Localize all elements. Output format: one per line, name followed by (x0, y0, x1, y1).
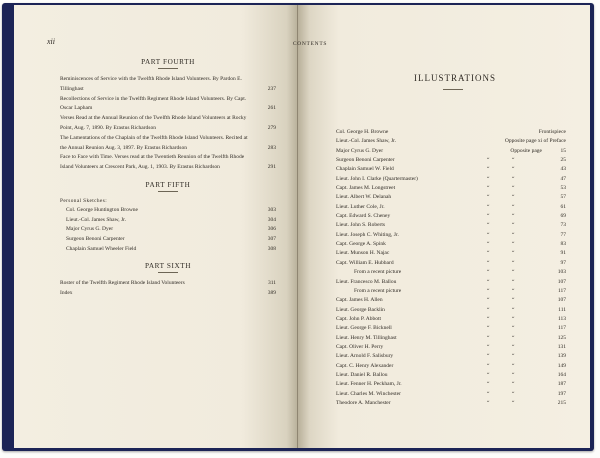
ditto-mark: “ (512, 241, 515, 248)
ditto-mark: “ (487, 166, 490, 173)
ditto-mark: “ (487, 194, 490, 201)
illustration-name: Lieut. John I. Clarke (Quartermaster) (336, 175, 418, 182)
section-subheading: Personal Sketches: (60, 197, 108, 204)
illustration-entry (336, 268, 566, 277)
illustration-entry (336, 249, 566, 258)
contents-entry (60, 153, 276, 173)
contents-entry (60, 75, 276, 95)
part-heading: PART FIFTH (145, 180, 191, 189)
entry-title: Reminiscences of Service with the Twelfth Rhode Island Volunteers. By Pardon E. Tillinghast (60, 76, 242, 92)
illustration-entry (336, 306, 566, 315)
entry-page: 308 (267, 245, 276, 252)
page-number: xii (47, 37, 55, 46)
illustration-page: 43 (560, 166, 566, 173)
ditto-mark: “ (512, 362, 515, 369)
ditto-mark: “ (487, 381, 490, 388)
sketch-entry (60, 225, 276, 235)
ditto-mark: “ (512, 259, 515, 266)
illustration-name: Chaplain Samuel W. Field (336, 166, 394, 173)
contents-entry (60, 289, 276, 299)
part-heading: PART SIXTH (144, 262, 192, 271)
ditto-mark: “ (512, 157, 515, 164)
ditto-mark: “ (512, 231, 515, 238)
ditto-mark: “ (512, 194, 515, 201)
entry-title: Col. George Huntington Browne (66, 206, 139, 213)
sketch-entry (60, 216, 276, 226)
illustration-page: 47 (560, 175, 566, 182)
entry-page: 307 (267, 236, 276, 243)
illustration-entry (336, 380, 566, 389)
illustration-name: Lieut. George Backlin (336, 306, 385, 313)
entry-page: 303 (267, 206, 276, 213)
running-head: CONTENTS (292, 41, 328, 47)
ditto-mark: “ (487, 269, 490, 276)
entry-page: 291 (267, 164, 276, 171)
ditto-mark: “ (487, 185, 490, 192)
ditto-mark: “ (512, 315, 515, 322)
ditto-mark: “ (487, 390, 490, 397)
ditto-mark: “ (512, 250, 515, 257)
entry-title: Surgeon Benoni Carpenter (66, 236, 125, 243)
ditto-mark: “ (512, 222, 515, 229)
entry-page: 279 (267, 124, 276, 131)
ditto-mark: “ (487, 203, 490, 210)
entry-title: Major Cyrus G. Dyer (66, 226, 114, 233)
illustration-name: Capt. William E. Hubbard (336, 259, 394, 266)
ditto-mark: “ (487, 334, 490, 341)
ditto-mark: “ (487, 278, 490, 285)
entry-title: Lieut.-Col. James Shaw, Jr. (66, 216, 126, 223)
illustration-name: Capt. Edward S. Cheney (336, 213, 391, 220)
illustration-page: 164 (557, 371, 566, 378)
illustration-entry (336, 231, 566, 240)
illustration-placement: Opposite page (510, 147, 542, 154)
illustration-page: 131 (557, 343, 566, 350)
illustration-name: Capt. George A. Spink (336, 241, 386, 248)
part-heading: PART FOURTH (141, 58, 195, 66)
entry-page: 304 (267, 216, 276, 223)
ditto-mark: “ (512, 399, 515, 406)
contents-entry (60, 134, 276, 154)
ditto-mark: “ (512, 166, 515, 173)
illustration-page: 69 (560, 213, 566, 220)
illustration-entry (336, 175, 566, 184)
entry-page: 283 (267, 144, 276, 151)
illustration-page: 187 (557, 381, 566, 388)
ditto-mark: “ (487, 297, 490, 304)
illustration-page: 111 (558, 306, 566, 313)
illustration-page: 53 (560, 185, 566, 192)
illustration-page: 215 (557, 399, 566, 406)
ditto-mark: “ (512, 278, 515, 285)
illustration-entry (336, 399, 566, 408)
ditto-mark: “ (487, 259, 490, 266)
ditto-mark: “ (512, 297, 515, 304)
illustration-entry (336, 296, 566, 305)
ditto-mark: “ (487, 353, 490, 360)
illustration-entry (336, 184, 566, 193)
ditto-mark: “ (487, 399, 490, 406)
illustration-entry (336, 334, 566, 343)
ditto-mark: “ (512, 175, 515, 182)
illustration-page: 125 (557, 334, 566, 341)
sketch-entry (60, 235, 276, 245)
illustration-page: 77 (560, 231, 566, 238)
ditto-mark: “ (487, 306, 490, 313)
illustration-entry (336, 240, 566, 249)
heading-rule (158, 191, 178, 192)
illustration-name: Col. George H. Browne (336, 129, 389, 135)
illustration-entry (336, 287, 566, 296)
illustration-placement: Opposite page xi of Preface (504, 138, 566, 145)
heading-rule (158, 272, 178, 273)
contents-entry (60, 279, 276, 289)
entry-title: Index (60, 290, 73, 297)
entry-page: 261 (267, 105, 276, 112)
illustration-name: From a recent picture (354, 269, 402, 276)
illustration-page: 107 (557, 297, 566, 304)
ditto-mark: “ (512, 371, 515, 378)
ditto-mark: “ (487, 213, 490, 220)
ditto-mark: “ (512, 353, 515, 360)
ditto-mark: “ (512, 185, 515, 192)
sketch-entry (60, 206, 276, 216)
illustration-entry (336, 259, 566, 268)
illustration-page: 15 (560, 147, 566, 154)
illustration-entry (336, 352, 566, 361)
illustration-page: 57 (560, 194, 566, 201)
illustration-name: Lieut. John S. Roberts (336, 222, 386, 229)
illustration-name: Lieut. Albert W. Delanah (336, 194, 392, 201)
illustration-entry (336, 147, 566, 156)
contents-list (60, 58, 276, 299)
illustration-entry (336, 362, 566, 371)
illustration-name: Theodore A. Manchester (336, 399, 391, 406)
illustration-page: 97 (560, 259, 566, 266)
illustration-entry (336, 212, 566, 221)
illustration-entry (336, 128, 566, 137)
ditto-mark: “ (512, 203, 515, 210)
ditto-mark: “ (512, 306, 515, 313)
illustration-entry (336, 324, 566, 333)
illustration-page: 139 (557, 353, 566, 360)
illustration-name: Lieut. Luther Cole, Jr. (336, 203, 385, 210)
illustration-entry (336, 371, 566, 380)
illustration-page: 149 (557, 362, 566, 369)
ditto-mark: “ (512, 390, 515, 397)
ditto-mark: “ (512, 269, 515, 276)
heading-rule (443, 89, 463, 90)
ditto-mark: “ (487, 325, 490, 332)
illustration-name: Capt. Oliver H. Perry (336, 343, 384, 350)
ditto-mark: “ (487, 157, 490, 164)
ditto-mark: “ (512, 343, 515, 350)
illustration-page: 117 (557, 287, 566, 294)
illustrations-list (336, 128, 566, 408)
entry-title: Chaplain Samuel Wheeler Field (66, 245, 137, 252)
illustration-entry (336, 221, 566, 230)
entry-page: 389 (267, 290, 276, 297)
illustration-name: Capt. C. Henry Alexander (336, 362, 394, 369)
illustration-name: Lieut. Munson H. Najac (336, 250, 390, 257)
ditto-mark: “ (512, 381, 515, 388)
illustration-entry (336, 165, 566, 174)
sketch-entry (60, 245, 276, 255)
illustration-name: Lieut. Henry M. Tillinghast (336, 334, 397, 341)
illustration-page: 91 (560, 250, 566, 257)
illustration-name: Lieut. Joseph C. Whiting, Jr. (336, 231, 399, 238)
ditto-mark: “ (512, 325, 515, 332)
illustration-page: 113 (557, 315, 566, 322)
illustration-page: 83 (560, 241, 566, 248)
illustration-name: Lieut. Daniel R. Ballou (336, 371, 388, 378)
illustration-page: 61 (560, 203, 566, 210)
entry-title: Face to Face with Time. Verses read at the Twentieth Reunion of the Twelfth Rhode Island Volunteers at Crescent Park, Aug. 1, 1903. By Erastus Richardson (60, 154, 245, 171)
entry-title: Roster of the Twelfth Regiment Rhode Island Volunteers (60, 280, 185, 287)
illustration-page: 117 (557, 325, 566, 332)
contents-entry (60, 95, 276, 115)
ditto-mark: “ (512, 213, 515, 220)
ditto-mark: “ (487, 175, 490, 182)
illustration-name: Lieut.-Col. James Shaw, Jr. (336, 138, 396, 145)
illustration-entry (336, 315, 566, 324)
illustration-page: 25 (560, 157, 566, 164)
ditto-mark: “ (487, 315, 490, 322)
ditto-mark: “ (487, 250, 490, 257)
entry-title: Recollections of Service in the Twelfth Regiment Rhode Island Volunteers. By Capt. Oscar Lapham (60, 95, 247, 112)
illustration-name: Major Cyrus G. Dyer (336, 147, 384, 154)
illustration-name: Capt. James H. Allen (336, 297, 383, 304)
ditto-mark: “ (487, 343, 490, 350)
book-gutter (297, 5, 298, 448)
illustration-name: Lieut. George F. Bicknell (336, 325, 392, 332)
illustration-name: Surgeon Benoni Carpenter (336, 157, 395, 164)
illustration-name: Lieut. Francesco M. Ballou (336, 278, 397, 285)
illustration-name: From a recent picture (354, 287, 402, 294)
ditto-mark: “ (512, 287, 515, 294)
heading-rule (158, 68, 178, 69)
entry-page: 311 (267, 280, 276, 287)
illustration-name: Lieut. Fenner H. Peckham, Jr. (336, 381, 402, 388)
illustration-name: Capt. John P. Abbott (336, 315, 382, 322)
illustration-page: 103 (557, 269, 566, 276)
entry-page: 306 (267, 226, 276, 233)
illustration-name: Lieut. Arnold F. Salisbury (336, 353, 394, 360)
illustration-page: 197 (557, 390, 566, 397)
ditto-mark: “ (487, 362, 490, 369)
illustration-name: Capt. James M. Longstreet (336, 185, 396, 192)
illustrations-title: ILLUSTRATIONS (414, 73, 496, 83)
illustration-entry (336, 278, 566, 287)
ditto-mark: “ (487, 222, 490, 229)
illustration-entry (336, 137, 566, 146)
ditto-mark: “ (512, 334, 515, 341)
illustration-page: 73 (560, 222, 566, 229)
entry-title: The Lamentations of the Chaplain of the Twelfth Rhode Island Volunteers. Recited at the Annual Reunion Aug. 3, 1897. By Erastus Richardson (60, 134, 248, 151)
illustration-placement: Frontispiece (538, 129, 566, 135)
illustration-name: Lieut. Charles M. Winchester (336, 390, 401, 397)
illustration-entry (336, 390, 566, 399)
ditto-mark: “ (487, 287, 490, 294)
illustration-entry (336, 343, 566, 352)
entry-page: 237 (267, 85, 276, 92)
illustration-entry (336, 193, 566, 202)
illustration-page: 107 (557, 278, 566, 285)
ditto-mark: “ (487, 371, 490, 378)
contents-entry (60, 114, 276, 134)
illustration-entry (336, 156, 566, 165)
illustration-entry (336, 203, 566, 212)
ditto-mark: “ (487, 231, 490, 238)
entry-title: Verses Read at the Annual Reunion of the Twelfth Rhode Island Volunteers at Rocky Point, Aug. 7, 1890. By Erastus Richardson (60, 115, 247, 131)
ditto-mark: “ (487, 241, 490, 248)
